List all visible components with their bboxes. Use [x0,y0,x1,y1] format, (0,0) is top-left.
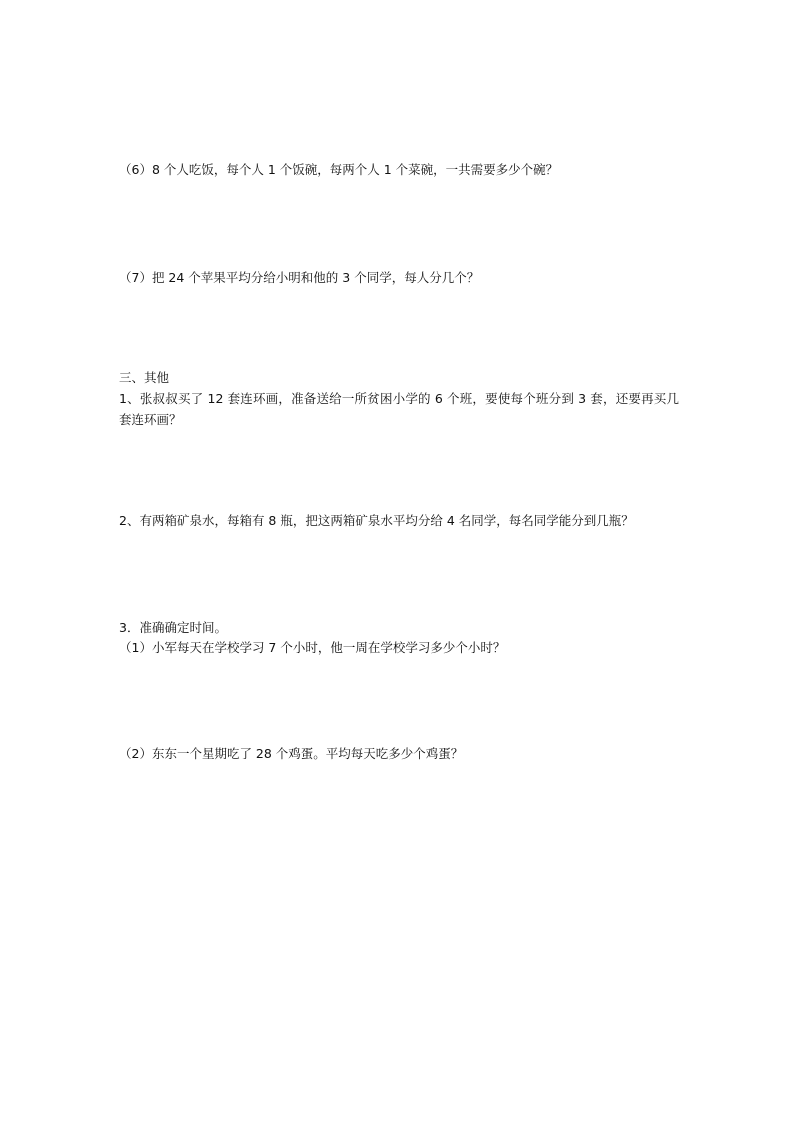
problem-2: 2、有两箱矿泉水，每箱有 8 瓶，把这两箱矿泉水平均分给 4 名同学，每名同学能分到几瓶？ [119,513,634,528]
problem-3-part-2: （2）东东一个星期吃了 28 个鸡蛋。平均每天吃多少个鸡蛋？ [119,746,464,761]
problem-1: 1、张叔叔买了 12 套连环画，准备送给一所贫困小学的 6 个班，要使每个班分到 3 套，还要再买几套连环画？ [119,391,679,427]
problem-3-part-1: （1）小军每天在学校学习 7 个小时，他一周在学校学习多少个小时？ [119,640,506,655]
problem-3-heading: 3．准确确定时间。 [119,620,227,635]
question-6: （6）8 个人吃饭，每个人 1 个饭碗，每两个人 1 个菜碗，一共需要多少个碗？ [119,162,559,177]
section-3-heading: 三、其他 [119,370,170,385]
question-7: （7）把 24 个苹果平均分给小明和他的 3 个同学，每人分几个？ [119,270,480,285]
